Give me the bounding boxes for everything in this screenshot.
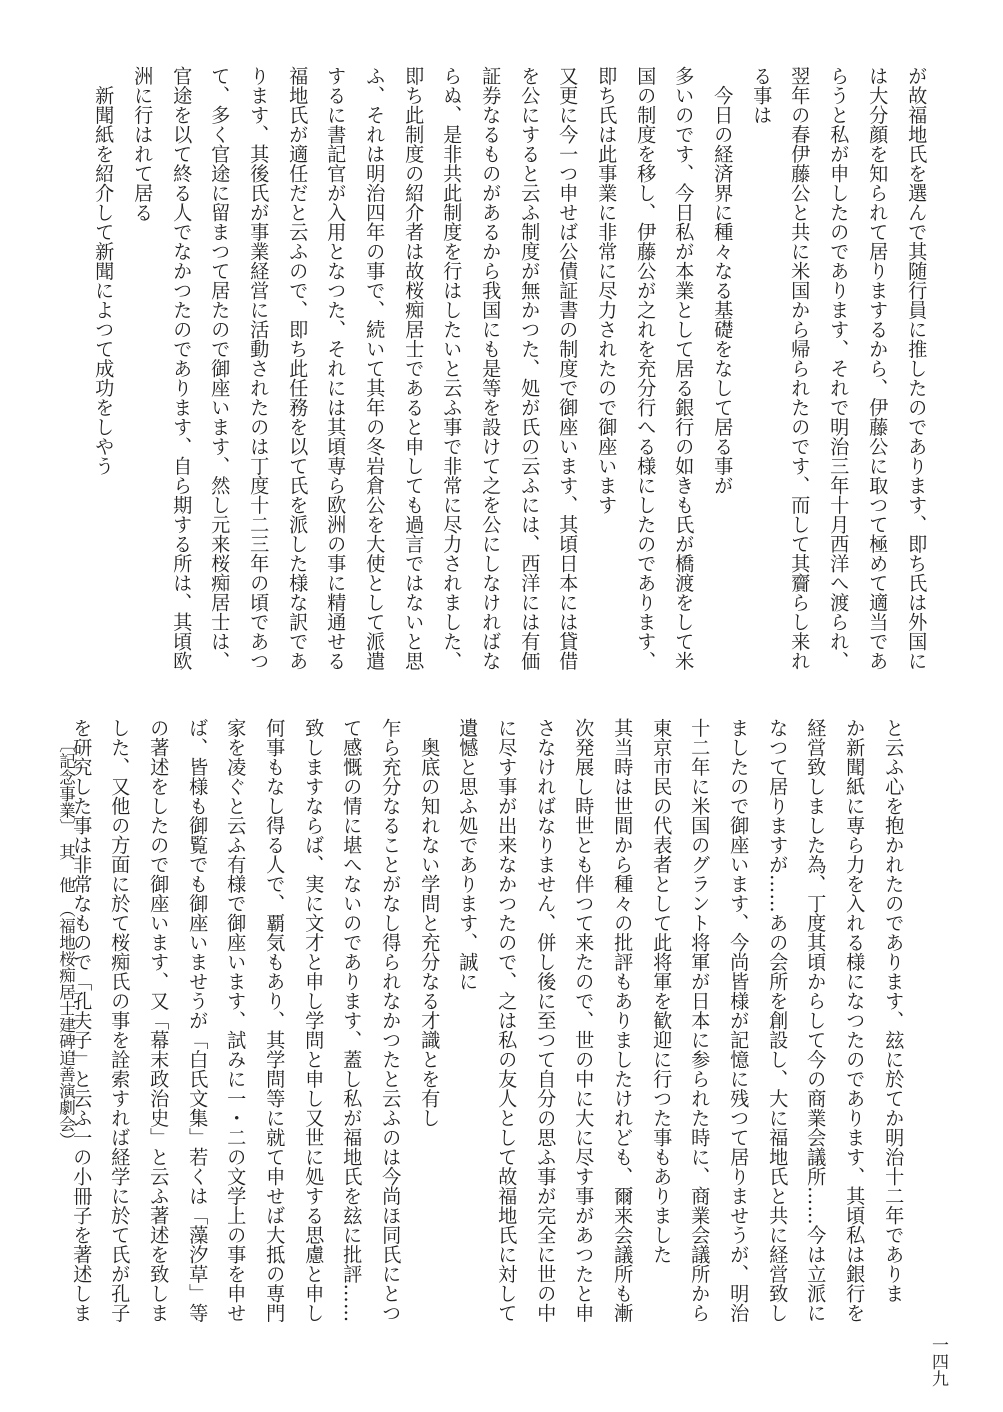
text-column: 洲に行はれて居る [131, 66, 155, 222]
text-column: 又更に今一つ申せば公債証書の制度で御座います、其頃日本には貸借 [556, 66, 580, 671]
text-column: ば、皆様も御覧でも御座いませうが「白氏文集」若くは「藻汐草」等 [186, 718, 210, 1323]
text-column: を研究した事は非常なもので「孔夫子」と云ふ一の小冊子を著述しま [70, 718, 94, 1323]
text-column: が故福地氏を選んで其随行員に推したのであります、即ち氏は外国に [905, 66, 929, 671]
text-column: 福地氏が適任だと云ふので、即ち此任務を以て氏を派した様な訳であ [286, 66, 310, 671]
text-column: ふ、それは明治四年の事で、続いて其年の冬岩倉公を大使として派遣 [363, 66, 387, 671]
text-column: 翌年の春伊藤公と共に米国から帰られたのです、而して其齎らし来れ [788, 66, 812, 671]
text-column: 何事もなし得る人で、覇気もあり、其学問等に就て申せば大抵の専門 [263, 718, 287, 1323]
text-column: と云ふ心を抱かれたのであります、玆に於てか明治十二年でありま [882, 718, 906, 1303]
text-column: するに書記官が入用となつた、それには其頃専ら欧洲の事に精通せる [324, 66, 348, 671]
text-column: 致しますならば、実に文才と申し学問と申し又世に処する思慮と申し [302, 718, 326, 1323]
text-column: 経営致しました為、丁度其頃からして今の商業会議所……今は立派に [804, 718, 828, 1323]
text-column: ましたので御座います、今尚皆様が記憶に残つて居りませうが、明治 [727, 718, 751, 1323]
text-column: 官途を以て終る人でなかつたのであります、自ら期する所は、其頃欧 [170, 66, 194, 671]
text-column: した、又他の方面に於て桜痴氏の事を詮索すれば経学に於て氏が孔子 [108, 718, 132, 1323]
text-column: 東京市民の代表者として此将軍を歓迎に行つた事もありました [650, 718, 674, 1264]
text-column: 新聞紙を紹介して新聞によつて成功をしやう [92, 66, 116, 476]
text-column: 家を凌ぐと云ふ有様で御座います、試みに一・二の文学上の事を申せ [224, 718, 248, 1323]
text-column: らうと私が申したのであります、それで明治三年十月西洋へ渡られ、 [827, 66, 851, 671]
text-column: 乍ら充分なることがなし得られなかつたと云ふのは今尚ほ同氏にとつ [379, 718, 403, 1323]
text-column: 次発展し時世とも伴つて来たので、世の中に大に尽す事があつたと申 [572, 718, 596, 1323]
text-column: さなければなりません、併し後に至つて自分の思ふ事が完全に世の中 [534, 718, 558, 1323]
text-column: 其当時は世間から種々の批評もありましたけれども、爾来会議所も漸 [611, 718, 635, 1323]
text-column: 遺憾と思ふ処であります、誠に [456, 718, 480, 991]
text-column: 多いのです、今日私が本業として居る銀行の如きも氏が橋渡をして米 [672, 66, 696, 671]
page-number: 一四九 [928, 1336, 948, 1387]
text-column: 即ち此制度の紹介者は故桜痴居士であると申しても過言ではないと思 [402, 66, 426, 671]
text-column: か新聞紙に専ら力を入れる様になつたのであります、其頃私は銀行を [843, 718, 867, 1323]
text-column: なつて居りますが……あの会所を創設し、大に福地氏と共に経営致し [766, 718, 790, 1323]
text-column: ります、其後氏が事業経営に活動されたのは丁度十二三年の頃であつ [247, 66, 271, 671]
text-column: 国の制度を移し、伊藤公が之れを充分行へる様にしたのであります、 [634, 66, 658, 671]
text-column: らぬ、是非共此制度を行はしたいと云ふ事で非常に尽力されました、 [440, 66, 464, 671]
running-head: 〔記念事業〕 其 他 （福地桜痴居士建碑追善演劇会） [56, 736, 76, 1149]
text-column: に尽す事が出来なかつたので、之は私の友人として故福地氏に対して [495, 718, 519, 1323]
text-column: の著述をしたので御座います、又「幕末政治史」と云ふ著述を致しま [147, 718, 171, 1323]
text-column: は大分顔を知られて居りまするから、伊藤公に取つて極めて適当であ [866, 66, 890, 671]
text-column: て、多く官途に留まつて居たので御座います、然し元来桜痴居士は、 [208, 66, 232, 671]
text-column: て感慨の情に堪へないのであります、蓋し私が福地氏を玆に批評…… [340, 718, 364, 1323]
text-column: 奥底の知れない学問と充分なる才識とを有し [418, 718, 442, 1128]
text-column: 即ち氏は此事業に非常に尽力されたので御座います [595, 66, 619, 515]
text-column: を公にすると云ふ制度が無かつた、処が氏の云ふには、西洋には有価 [518, 66, 542, 671]
text-column: 証券なるものがあるから我国にも是等を設けて之を公にしなければな [479, 66, 503, 671]
text-column: 今日の経済界に種々なる基礎をなして居る事が [711, 66, 735, 495]
text-column: る事は [750, 66, 774, 125]
text-column: 十二年に米国のグラント将軍が日本に参られた時に、商業会議所から [688, 718, 712, 1323]
